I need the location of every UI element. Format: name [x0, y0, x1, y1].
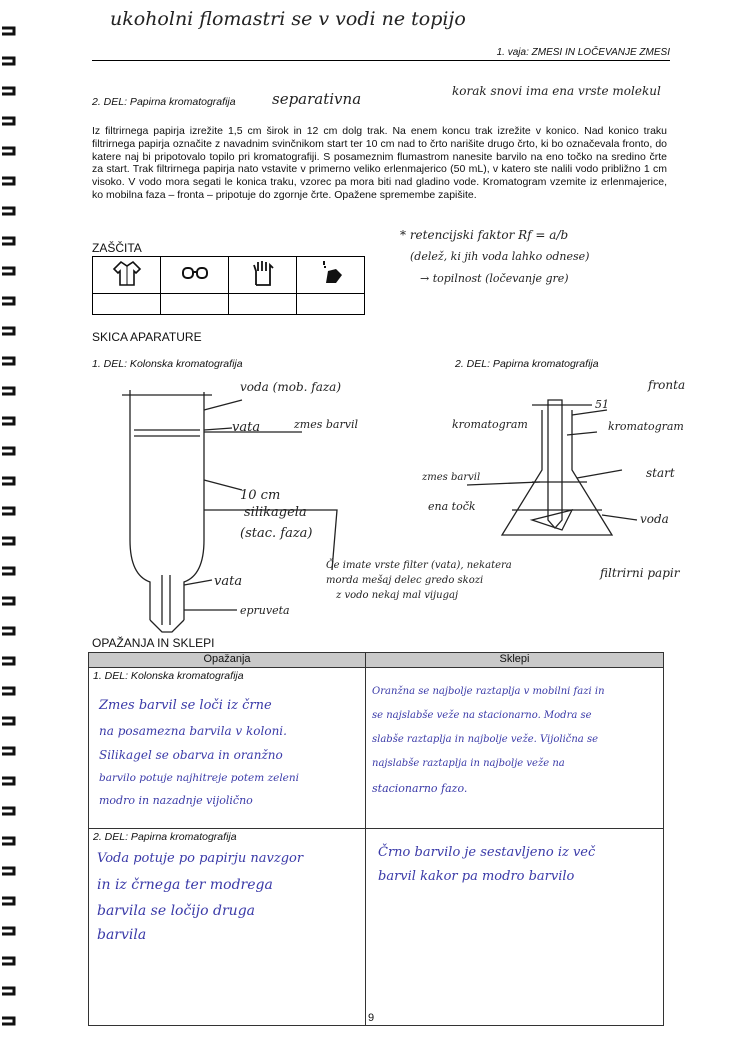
- row2-obs-line: barvila: [97, 927, 147, 943]
- protection-title: ZAŠČITA: [92, 241, 142, 255]
- rf-note-2: (delež, ki jih voda lahko odnese): [410, 250, 590, 263]
- chapter-title: 1. vaja: ZMESI IN LOČEVANJE ZMESI: [496, 47, 670, 58]
- row1-obs-line: barvilo potuje najhitreje potem zeleni: [99, 772, 300, 784]
- rf-note-3: → topilnost (ločevanje gre): [420, 272, 569, 285]
- col-observations: Opažanja: [89, 653, 366, 668]
- row1-label: 1. DEL: Kolonska kromatografija: [93, 670, 244, 682]
- row1-observation-cell: [89, 668, 366, 829]
- row2-obs-line: Voda potuje po papirju navzgor: [97, 851, 304, 866]
- row1-obs-line: modro in nazadnje vijolično: [99, 794, 253, 807]
- row1-obs-line: na posamezna barvila v koloni.: [99, 724, 287, 738]
- section-side-note: korak snovi ima ena vrste molekul: [452, 84, 661, 98]
- label-epruveta: epruveta: [240, 604, 290, 617]
- spiral-binding: [0, 18, 18, 1038]
- label-ena-tocka: ena točk: [428, 500, 476, 513]
- row2-obs-line: in iz črnega ter modrega: [97, 877, 273, 893]
- filter-note-2: morda mešaj delec gredo skozi: [326, 575, 484, 586]
- row1-concl-line: najslabše raztaplja in najbolje veže na: [372, 758, 565, 769]
- row2-obs-line: barvila se ločijo druga: [97, 903, 256, 919]
- sketch-part2-title: 2. DEL: Papirna kromatografija: [455, 358, 599, 370]
- label-vata-bottom: vata: [214, 574, 243, 589]
- row1-concl-line: slabše raztaplja in najbolje veže. Vijolična se: [372, 734, 598, 745]
- rf-note: * retencijski faktor Rf = a/b: [400, 228, 569, 242]
- label-filtrirni-papir: filtrirni papir: [600, 566, 680, 580]
- ppe-cell-gloves: [229, 257, 297, 294]
- wash-hands-icon: [316, 259, 346, 287]
- filter-note-1: Če imate vrste filter (vata), nekatera: [326, 560, 512, 571]
- header-divider: [92, 60, 670, 61]
- observations-title: OPAŽANJA IN SKLEPI: [92, 636, 215, 650]
- label-stac-faza: (stac. faza): [240, 526, 313, 541]
- header-handwritten-note: ukoholni flomastri se v vodi ne topijo: [110, 8, 466, 30]
- label-fronta: fronta: [648, 378, 686, 392]
- sketch-part1-title: 1. DEL: Kolonska kromatografija: [92, 358, 243, 370]
- label-voda: voda (mob. faza): [240, 380, 342, 394]
- observations-table: [88, 652, 664, 1026]
- instructions-text: Iz filtrirnega papirja izrežite 1,5 cm širok in 12 cm dolg trak. Na enem koncu trak izrežite v konico. Nad konico traku filtrirnega papirja označite z navadnim svinčnikom start ter 10 cm nad to črto narišite drugo črto, ki bo označevala fronto, do katere naj bi pripotovalo topilo pri kromatografiji. S posameznim flumastrom nanesite barvilo na eno točko na sredino črte za start. Trak filtrirnega papirja nato vstavite v primerno veliko erlenmajerico (50 mL), v katero ste nalili vodo približno 1 cm visoko. V vodo mora segati le konica traku, vzorec pa mora biti nad gladino vode. Kromatogram vzemite iz erlenmajerice, ko mobilna faza – fronta – pripotuje do zgornje črte. Opažene spremembe zapišite.: [92, 125, 667, 201]
- row1-concl-line: Oranžna se najbolje raztaplja v mobilni fazi in: [372, 686, 605, 697]
- row1-concl-line: stacionarno fazo.: [372, 782, 468, 795]
- label-vata-top: vata: [232, 420, 261, 435]
- label-kromatogram-left: kromatogram: [452, 418, 528, 431]
- row2-conclusion-cell: [366, 829, 664, 1026]
- page-number: 9: [368, 1012, 375, 1024]
- col-conclusions: Sklepi: [366, 653, 664, 668]
- row2-concl-line: barvil kakor pa modro barvilo: [378, 869, 575, 884]
- sketch-title: SKICA APARATURE: [92, 330, 202, 344]
- gloves-icon: [248, 259, 278, 287]
- label-51: 51: [595, 398, 609, 411]
- row2-concl-line: Črno barvilo je sestavljeno iz več: [378, 845, 596, 860]
- filter-note-3: z vodo nekaj mal vijugaj: [336, 590, 459, 601]
- label-voda-2: voda: [640, 512, 669, 526]
- ppe-cell-wash: [297, 257, 365, 294]
- label-10cm: 10 cm: [240, 488, 281, 503]
- label-silikagel: silikagela: [244, 505, 307, 520]
- ppe-cell-coat: [93, 257, 161, 294]
- row1-obs-line: Zmes barvil se loči iz črne: [99, 698, 272, 713]
- row1-concl-line: se najslabše veže na stacionarno. Modra se: [372, 710, 592, 721]
- ppe-cell-goggles: [161, 257, 229, 294]
- section-title-note: separativna: [272, 90, 362, 108]
- row1-conclusion-cell: [366, 668, 664, 829]
- lab-coat-icon: [112, 259, 142, 287]
- goggles-icon: [180, 259, 210, 287]
- row2-observation-cell: [89, 829, 366, 1026]
- section-title: 2. DEL: Papirna kromatografija: [92, 96, 236, 108]
- protection-table: [92, 256, 365, 315]
- row1-obs-line: Silikagel se obarva in oranžno: [99, 748, 283, 762]
- label-zmes-barvil-2: zmes barvil: [422, 472, 481, 483]
- label-start: start: [646, 466, 675, 480]
- label-zmes-barvil: zmes barvil: [294, 418, 358, 431]
- label-kromatogram-right: kromatogram: [608, 420, 684, 433]
- row2-label: 2. DEL: Papirna kromatografija: [93, 831, 237, 843]
